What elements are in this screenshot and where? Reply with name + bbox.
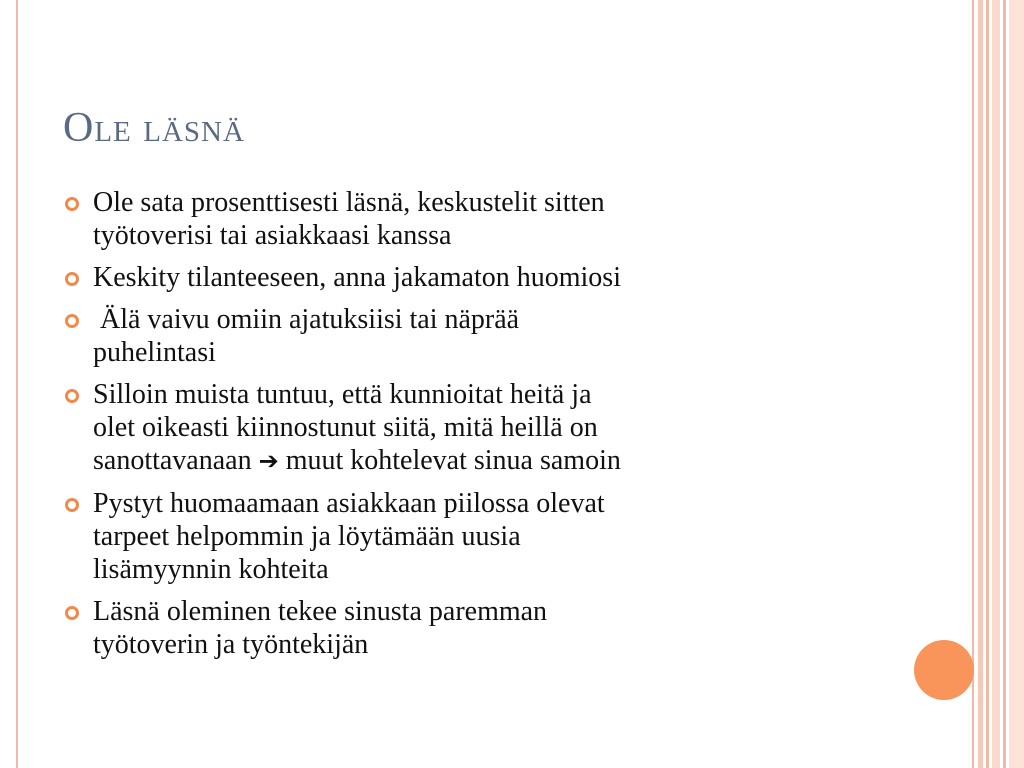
bullet-line: olet oikeasti kiinnostunut siitä, mitä heillä on — [93, 412, 598, 443]
bullet-line: puhelintasi — [93, 337, 216, 368]
bullet-line: työtoverin ja työntekijän — [93, 629, 369, 660]
bullet-item — [64, 186, 894, 252]
arrow-right-icon: ➔ — [258, 447, 279, 475]
decorative-stripe — [992, 0, 1000, 768]
bullet-item — [64, 261, 894, 294]
decorative-stripe — [1009, 0, 1024, 768]
bullet-line: lisämyynnin kohteita — [93, 554, 329, 585]
bullet-line: tarpeet helpommin ja löytämään uusia — [93, 521, 521, 552]
bullet-line — [93, 444, 894, 478]
bullet-item — [64, 303, 894, 369]
bullet-ring-icon — [65, 314, 79, 328]
bullet-line: Keskity tilanteeseen, anna jakamaton huomiosi — [93, 262, 621, 293]
bullet-list — [64, 186, 894, 670]
bullet-line: Ole sata prosenttisesti läsnä, keskustelit sitten — [93, 187, 605, 218]
slide-title: Ole läsnä — [63, 105, 245, 151]
decorative-circle — [914, 640, 974, 700]
bullet-line: Älä vaivu omiin ajatuksiisi tai näprää — [93, 304, 520, 335]
bullet-line: Pystyt huomaamaan asiakkaan piilossa olevat — [93, 488, 605, 519]
bullet-line-prefix: sanottavanaan — [93, 445, 259, 476]
bullet-item — [64, 378, 894, 478]
bullet-line: Läsnä oleminen tekee sinusta paremman — [93, 596, 548, 627]
bullet-line: työtoverisi tai asiakkaasi kanssa — [93, 220, 452, 251]
decorative-stripe — [1003, 0, 1006, 768]
bullet-line: Silloin muista tuntuu, että kunnioitat heitä ja — [93, 379, 592, 410]
bullet-ring-icon — [65, 498, 79, 512]
bullet-ring-icon — [65, 197, 79, 211]
bullet-ring-icon — [65, 606, 79, 620]
decorative-stripe — [978, 0, 983, 768]
bullet-ring-icon — [65, 389, 79, 403]
bullet-item — [64, 487, 894, 586]
decorative-stripe — [986, 0, 989, 768]
bullet-line-suffix: muut kohtelevat sinua samoin — [278, 445, 621, 476]
bullet-item — [64, 595, 894, 661]
bullet-ring-icon — [65, 272, 79, 286]
